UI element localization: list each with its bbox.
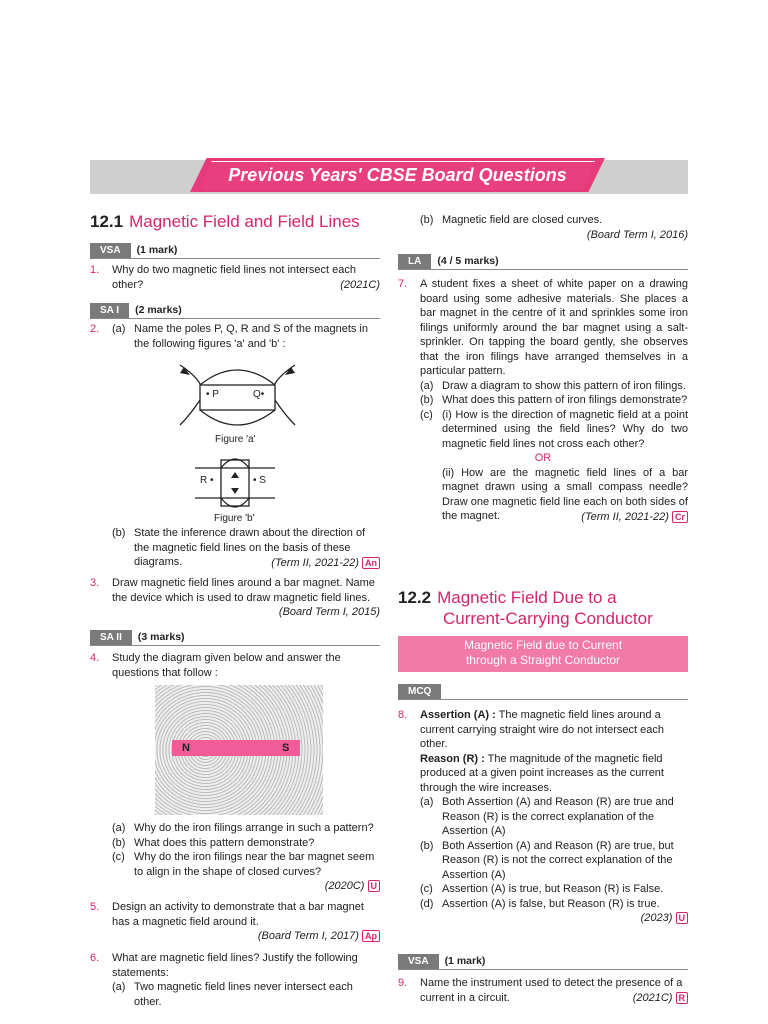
subsection-line1: Magnetic Field due to Current [463,638,623,652]
question-ref: (Board Term I, 2015) [278,606,380,618]
label-p: • P [206,389,219,400]
vsa-header-2 [398,954,688,970]
question-1 [90,263,380,293]
part-label: (a) [112,323,126,335]
sa2-marks: (3 marks) [137,631,185,643]
mcq-header [398,684,688,700]
question-number: 7. [398,278,408,290]
figure-a-caption: Figure 'a' [215,434,256,445]
vsa-header [90,243,380,259]
part-label: (a) [420,379,434,392]
question-2 [90,322,380,351]
question-number: 1. [90,264,100,276]
section-title-12-1 [90,212,390,232]
option-label: (d) [420,897,434,910]
question-ref: (2020C) [324,880,365,892]
part-text: Why do the iron filings arrange in such a pattern? [134,822,374,834]
la-tag: LA [398,254,431,269]
question-2b [90,526,380,570]
part-text: Magnetic field are closed curves. [442,214,603,226]
question-9 [398,976,688,1006]
question-ref: (Term II, 2021-22) [581,510,669,523]
part-text: (i) How is the direction of magnetic field at a point determined using the field lines? Why do two magnetic field lines not cross each other? [442,408,688,450]
or-separator: OR [534,452,552,464]
question-ref: (Board Term I, 2017) [257,930,359,942]
sa2-tag: SA II [90,630,132,645]
magnet-s: S [282,742,290,754]
section-title: Magnetic Field and Field Lines [129,212,360,231]
part-label: (a) [112,822,126,834]
badge-an: An [362,557,380,569]
reason-label: Reason (R) : [420,752,485,765]
section-number: 12.1 [90,212,124,231]
badge-u: U [676,912,689,924]
question-ref: (2023) [640,912,673,924]
section-title-12-2 [398,587,688,629]
badge-u: U [368,880,381,892]
sa1-header [90,303,380,319]
badge-cr: Cr [672,511,688,523]
question-text: Why do two magnetic field lines not intersect each other? [112,264,356,291]
assertion-label: Assertion (A) : [420,709,496,721]
question-number: 9. [398,977,408,989]
part-label: (b) [420,214,434,226]
question-text: A student fixes a sheet of white paper on a drawing board using some adhesive materials. She places a bar magnet in the centre of it and sprinkles some iron filings uniformly around the bar magnet using a salt-sprinkler. On tapping the board gently, she observes that the iron filings have arranged themselves in a particular pattern. [420,278,688,377]
question-ref: (Board Term I, 2016) [586,228,688,241]
part-label: (c) [112,851,125,863]
badge-r: R [676,992,689,1004]
question-4-parts [112,821,380,894]
part-text: Why do the iron filings near the bar magnet seem to align in the shape of closed curves? [134,851,375,878]
question-6 [90,951,380,1009]
label-r: R • [200,475,214,486]
figure-a [170,355,305,430]
part-text: Two magnetic field lines never intersect each other. [134,981,353,1008]
option-text: Both Assertion (A) and Reason (R) are true, but Reason (R) is not the correct explanation of the Assertion (A) [442,839,674,881]
label-q: Q• [253,389,265,400]
subsection-banner [398,636,688,672]
question-text: Design an activity to demonstrate that a bar magnet has a magnetic field around it. [112,901,364,928]
subsection-line2: through a Straight Conductor [465,653,621,667]
option-text: Both Assertion (A) and Reason (R) are true and Reason (R) is the correct explanation of the Assertion (A) [442,796,674,837]
mcq-tag: MCQ [398,684,441,699]
banner-title: Previous Years' CBSE Board Questions [228,165,567,185]
question-5 [90,900,380,944]
option-text: Assertion (A) is false, but Reason (R) is true. [442,897,660,910]
part-text: What does this pattern demonstrate? [134,836,315,849]
part-label: (a) [112,981,126,993]
question-text: Name the instrument used to detect the presence of a current in a circuit. [420,977,683,1004]
vsa-marks: (1 mark) [444,955,486,967]
vsa-marks: (1 mark) [136,244,178,256]
sa1-tag: SA I [90,303,129,318]
label-s: • S [253,475,266,486]
part-label: (b) [112,836,126,849]
question-text: Study the diagram given below and answer the questions that follow : [112,652,341,679]
question-ref: (2021C) [340,279,380,291]
vsa-tag: VSA [90,243,131,258]
question-number: 5. [90,901,100,913]
question-number: 2. [90,323,100,335]
option-label: (a) [420,796,434,808]
section-number: 12.2 [398,588,432,607]
option-label: (c) [420,883,433,895]
part-text: State the inference drawn about the direction of the magnetic field lines on the basis of these diagrams. [134,527,366,568]
la-header [398,254,688,270]
question-number: 8. [398,709,408,721]
question-number: 3. [90,577,100,589]
sa1-marks: (2 marks) [135,304,182,316]
question-text: What are magnetic field lines? Justify the following statements: [112,952,358,979]
figure-b-caption: Figure 'b' [214,513,255,524]
part-text: (ii) How are the magnetic field lines of a bar magnet drawn using a small compass needle? Draw one magnetic field line each on both sides of the magnet. [442,466,688,522]
section-title-line1: Magnetic Field Due to a [437,588,617,607]
question-text: Draw magnetic field lines around a bar magnet. Name the device which is used to draw magnetic field lines. [112,577,375,604]
magnet-n: N [182,742,190,754]
question-3 [90,576,380,620]
reason-text: The magnitude of the magnetic field produced at a given point increases as the current through the wire increases. [420,752,664,794]
option-label: (b) [420,839,434,852]
question-6b [398,213,688,242]
la-marks: (4 / 5 marks) [437,255,499,267]
vsa-tag: VSA [398,954,439,969]
badge-ap: Ap [362,930,380,942]
question-ref: (Term II, 2021-22) [271,556,359,569]
part-label: (b) [112,527,126,539]
section-title-line2: Current-Carrying Conductor [443,609,653,628]
question-number: 6. [90,952,100,964]
assertion-text: The magnetic field lines around a current carrying straight wire do not intersect each other. [420,709,664,750]
part-label: (c) [420,408,433,421]
part-text: What does this pattern of iron filings demonstrate? [442,394,688,406]
sa2-header [90,630,380,646]
question-4 [90,651,380,680]
part-text: Draw a diagram to show this pattern of iron filings. [442,379,686,392]
question-number: 4. [90,652,100,664]
part-text: Name the poles P, Q, R and S of the magnets in the following figures 'a' and 'b' : [134,323,368,350]
question-ref: (2021C) [632,992,673,1004]
option-text: Assertion (A) is true, but Reason (R) is False. [442,883,664,895]
part-label: (b) [420,394,434,406]
bar-magnet [172,740,300,756]
question-8 [398,708,688,926]
question-7 [398,277,688,524]
